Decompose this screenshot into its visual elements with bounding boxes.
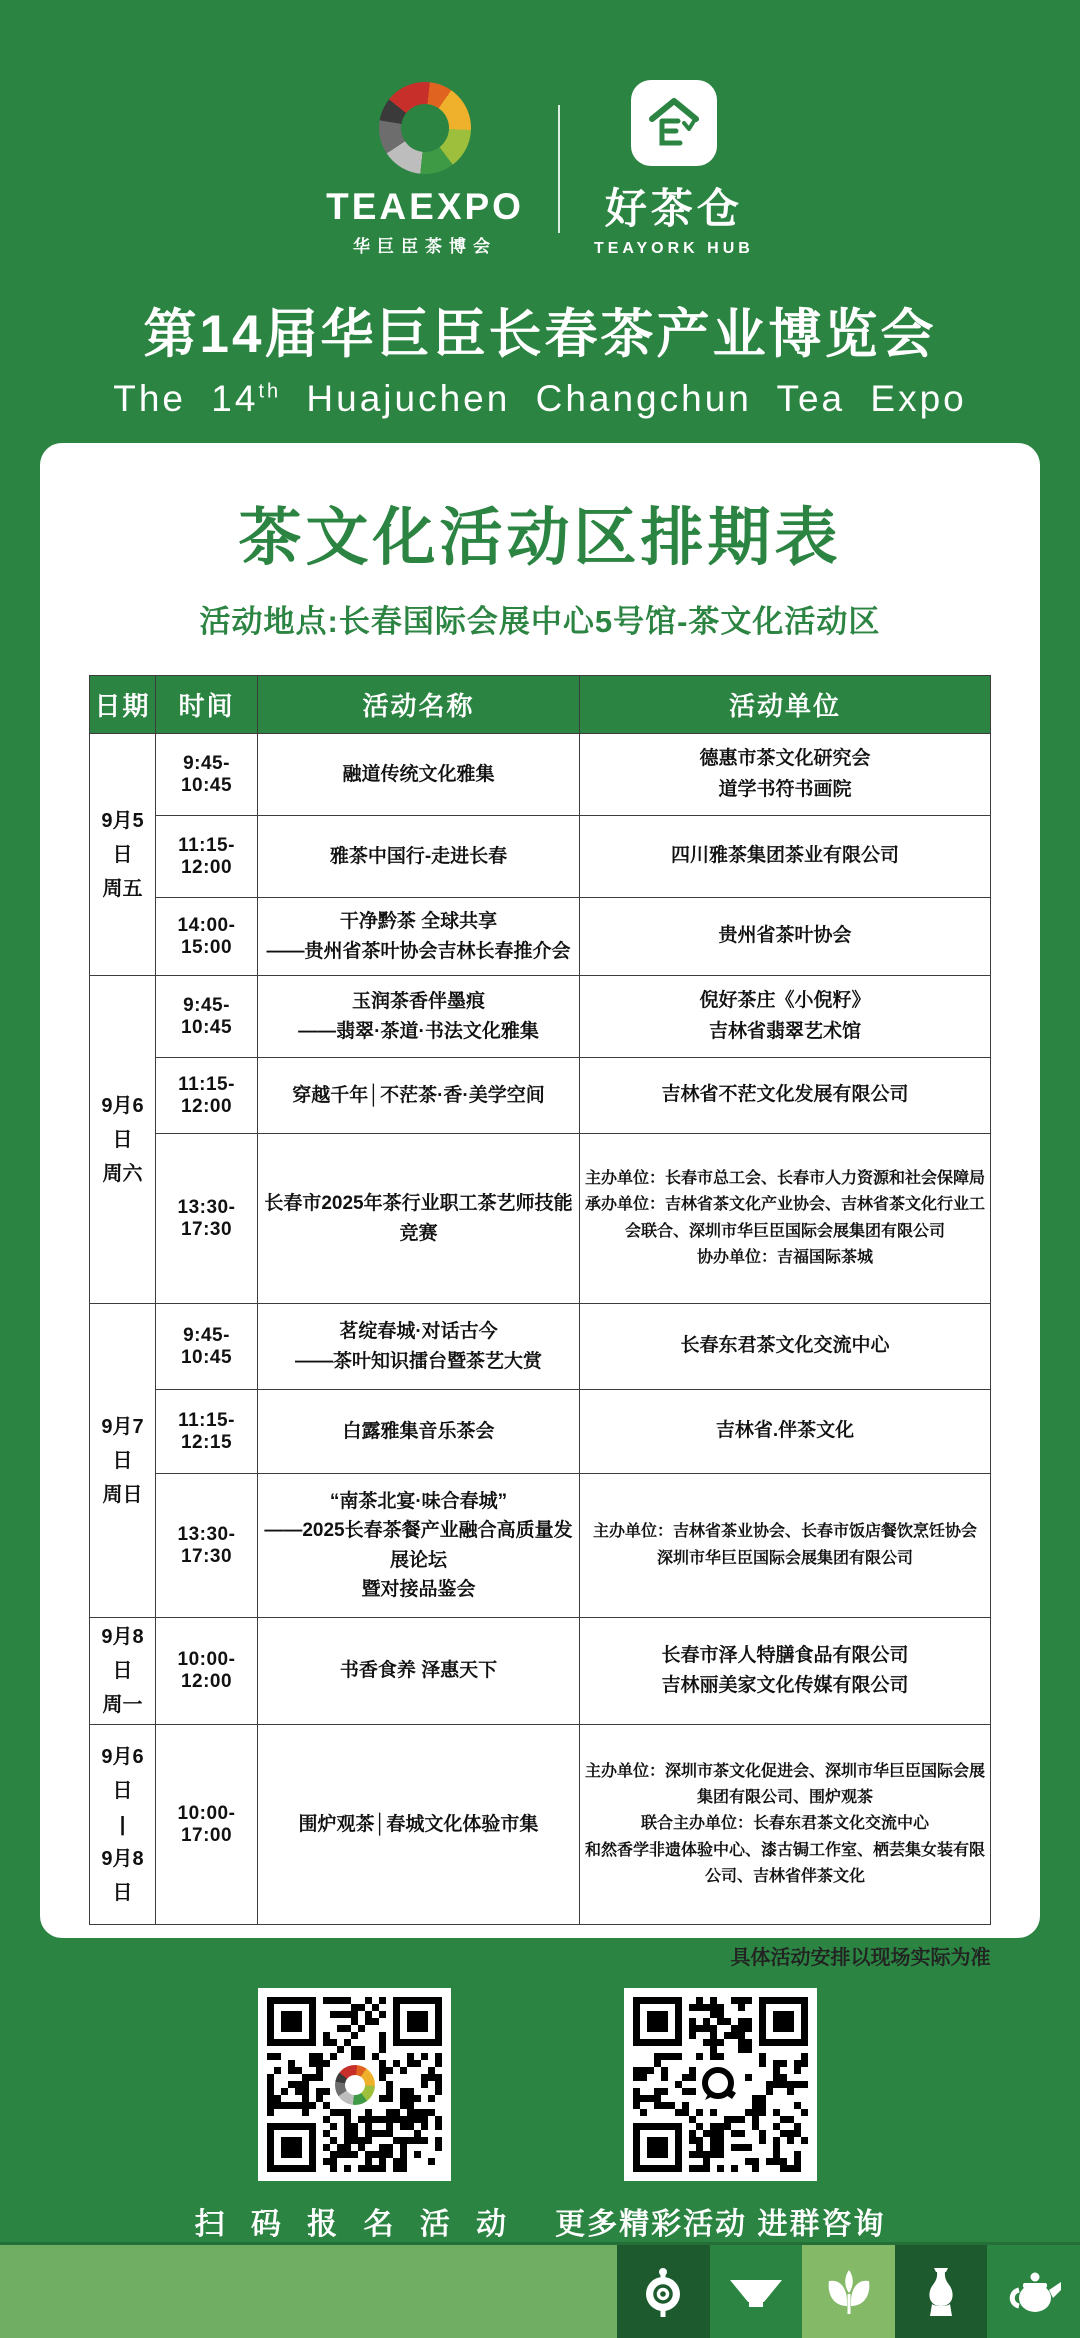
schedule-row [90,1058,991,1134]
schedule-row [90,1134,991,1304]
organizer-cell: 长春东君茶文化交流中心 [580,1304,991,1390]
teayork-logo [594,80,754,258]
group-qr-code [624,1988,817,2181]
schedule-row [90,1725,991,1925]
expo-title-en: The 14th Huajuchen Changchun Tea Expo [113,378,967,419]
activity-name-cell: 融道传统文化雅集 [258,734,580,816]
organizer-cell: 主办单位：深圳市茶文化促进会、深圳市华巨臣国际会展集团有限公司、围炉观茶 联合主办单位：长春东君茶文化交流中心 和然香学非遗体验中心、漆古锔工作室、栖芸集女装有限公司、吉林省伴茶文化 [580,1725,991,1925]
time-cell: 13:30-17:30 [156,1134,258,1304]
time-cell: 9:45-10:45 [156,976,258,1058]
time-cell: 11:15-12:00 [156,816,258,898]
schedule-row [90,734,991,816]
logo-row [0,80,1080,258]
schedule-title: 茶文化活动区排期表 [238,503,842,573]
schedule-row [90,1304,991,1390]
time-cell: 10:00-12:00 [156,1618,258,1725]
tea-leaf-icon [802,2245,895,2338]
activity-name-cell: 雅茶中国行-走进长春 [258,816,580,898]
column-header-2: 时间 [156,676,258,734]
activity-name-cell: 书香食养 泽惠天下 [258,1618,580,1725]
activity-name-cell: 干净黔茶 全球共享 ——贵州省茶叶协会吉林长春推介会 [258,898,580,976]
schedule-row [90,1618,991,1725]
footer-band [0,2245,1080,2338]
schedule-row [90,1474,991,1618]
activity-name-cell: 长春市2025年茶行业职工茶艺师技能竞赛 [258,1134,580,1304]
teaexpo-logo [326,82,524,257]
column-header-1: 日期 [90,676,156,734]
time-cell: 14:00-15:00 [156,898,258,976]
signup-qr-code [258,1988,451,2181]
expo-title-cn: 第14届华巨臣长春茶产业博览会 [143,305,937,364]
group-qr-caption: 更多精彩活动 进群咨询 [555,2208,886,2241]
schedule-location: 活动地点:长春国际会展中心5号馆-茶文化活动区 [199,604,881,639]
qr-section [0,1988,1080,2243]
column-header-4: 活动单位 [580,676,991,734]
vase-icon [895,2245,988,2338]
schedule-row [90,1390,991,1474]
schedule-card [40,443,1040,1969]
date-cell: 9月6日 | 9月8日 [90,1725,156,1925]
schedule-row [90,816,991,898]
organizer-cell: 德惠市茶文化研究会 道学书符书画院 [580,734,991,816]
teayork-house-icon [631,80,717,166]
organizer-cell: 倪好茶庄《小倪籽》 吉林省翡翠艺术馆 [580,976,991,1058]
time-cell: 11:15-12:00 [156,1058,258,1134]
activity-name-cell: 玉润茶香伴墨痕 ——翡翠·茶道·书法文化雅集 [258,976,580,1058]
schedule-table [89,675,991,1925]
schedule-note: 具体活动安排以现场实际为准 [730,1947,991,1969]
teaexpo-brand: TEAEXPO [326,185,524,227]
date-cell: 9月7日 周日 [90,1304,156,1618]
footer-icon-tiles [617,2245,1080,2338]
activity-name-cell: 白露雅集音乐茶会 [258,1390,580,1474]
time-cell: 9:45-10:45 [156,734,258,816]
time-cell: 9:45-10:45 [156,1304,258,1390]
teaexpo-swirl-icon [335,2065,375,2105]
organizer-cell: 主办单位：吉林省茶业协会、长春市饭店餐饮烹饪协会 深圳市华巨臣国际会展集团有限公司 [580,1474,991,1618]
schedule-row [90,898,991,976]
date-cell: 9月6日 周六 [90,976,156,1304]
schedule-row [90,976,991,1058]
organizer-cell: 吉林省不茫文化发展有限公司 [580,1058,991,1134]
time-cell: 11:15-12:15 [156,1390,258,1474]
activity-name-cell: “南茶北宴·味合春城” ——2025长春茶餐产业融合高质量发展论坛 暨对接品鉴会 [258,1474,580,1618]
teayork-brand: 好茶仓 [604,185,743,232]
organizer-cell: 吉林省.伴茶文化 [580,1390,991,1474]
organizer-cell: 四川雅茶集团茶业有限公司 [580,816,991,898]
activity-name-cell: 穿越千年│不茫茶·香·美学空间 [258,1058,580,1134]
signup-qr-caption: 扫 码 报 名 活 动 [194,2208,516,2241]
date-cell: 9月5日 周五 [90,734,156,976]
organizer-cell: 主办单位：长春市总工会、长春市人力资源和社会保障局 承办单位：吉林省茶文化产业协会、吉林省茶文化行业工会联合、深圳市华巨臣国际会展集团有限公司 协办单位：吉福国际茶城 [580,1134,991,1304]
logo-divider [558,105,560,233]
teapot-icon [987,2245,1080,2338]
activity-name-cell: 茗绽春城·对话古今 ——茶叶知识擂台暨茶艺大赏 [258,1304,580,1390]
expo-header [0,0,1080,489]
group-qr-block [555,1988,885,2243]
teayork-brand-sub: TEAYORK HUB [593,240,754,257]
teapot-top-icon [617,2245,710,2338]
time-cell: 10:00-17:00 [156,1725,258,1925]
column-header-3: 活动名称 [258,676,580,734]
teaexpo-swirl-icon [379,82,471,174]
date-cell: 9月8日 周一 [90,1618,156,1725]
teaexpo-brand-sub: 华巨臣茶博会 [353,236,498,256]
time-cell: 13:30-17:30 [156,1474,258,1618]
signup-qr-block [194,1988,515,2243]
activity-name-cell: 围炉观茶│春城文化体验市集 [258,1725,580,1925]
organizer-cell: 长春市泽人特膳食品有限公司 吉林丽美家文化传媒有限公司 [580,1618,991,1725]
organizer-cell: 贵州省茶叶协会 [580,898,991,976]
wechat-icon [697,2062,743,2108]
tea-bowl-icon [710,2245,803,2338]
